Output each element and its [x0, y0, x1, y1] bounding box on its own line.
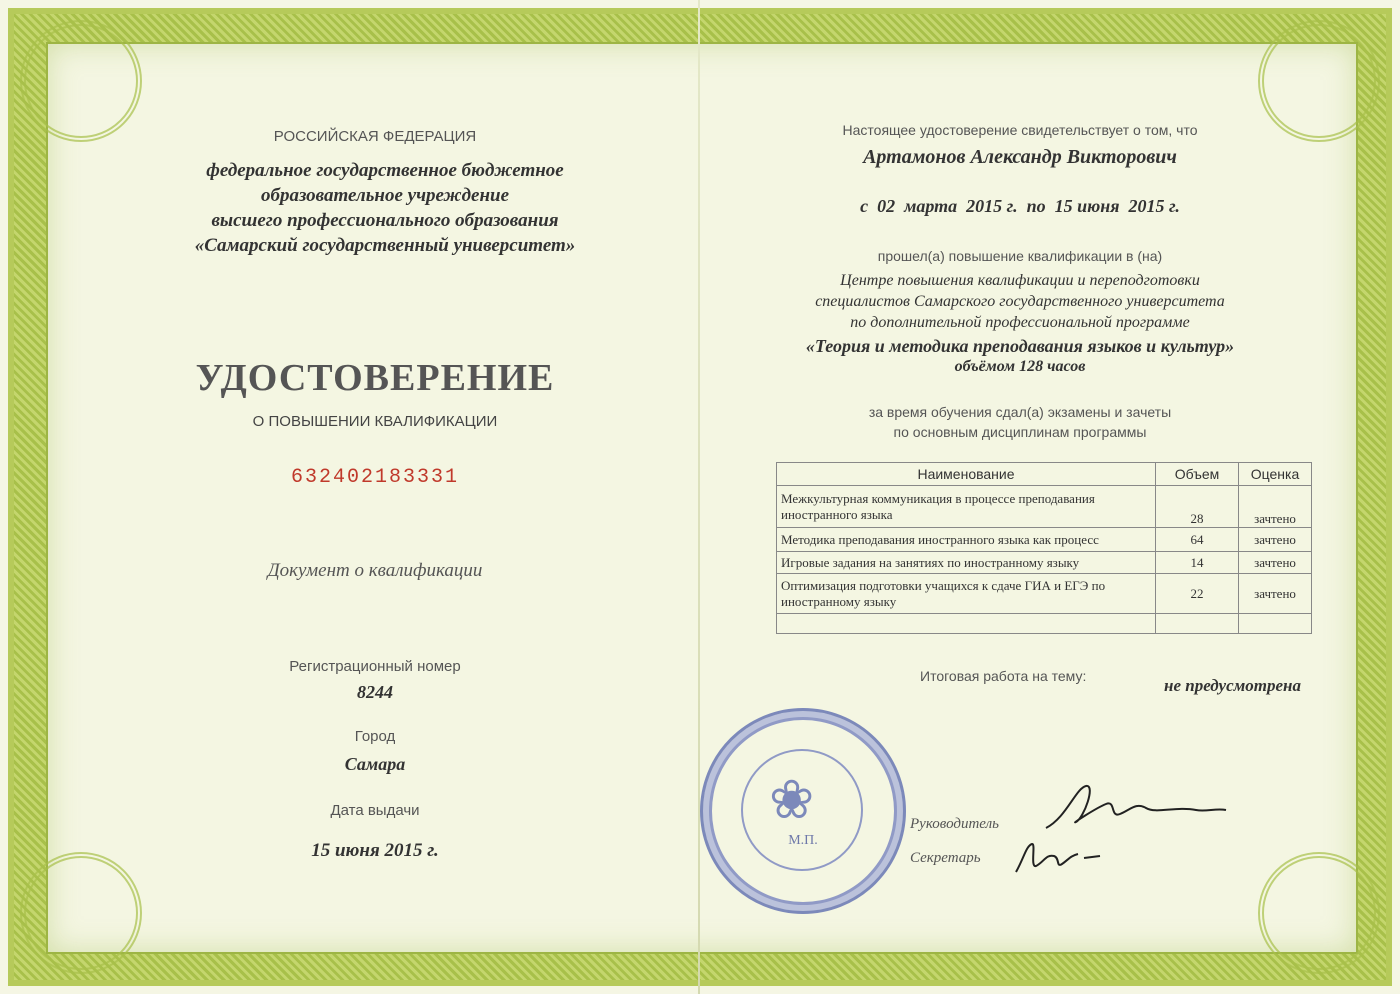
- institution-line: «Самарский государственный университет»: [194, 235, 576, 256]
- discipline-volume: 22: [1156, 574, 1239, 614]
- center-line: по дополнительной профессиональной программе: [850, 314, 1190, 331]
- registration-number: 8244: [357, 682, 393, 702]
- country-label: РОССИЙСКАЯ ФЕДЕРАЦИЯ: [273, 128, 477, 145]
- issue-date-value: 15 июня 2015 г.: [311, 840, 439, 861]
- discipline-volume: 14: [1156, 552, 1239, 574]
- head-signature: [1036, 778, 1236, 838]
- corner-ornament: [20, 852, 142, 974]
- holder-name: Артамонов Александр Викторович: [863, 146, 1177, 168]
- discipline-name: Игровые задания на занятиях по иностранному языку: [777, 552, 1156, 574]
- secretary-label: Секретарь: [910, 850, 981, 866]
- table-row-empty: [777, 614, 1312, 634]
- final-work-value: не предусмотрена: [1164, 676, 1301, 695]
- document-type: Документ о квалификации: [267, 560, 483, 581]
- document-subtitle: О ПОВЫШЕНИИ КВАЛИФИКАЦИИ: [252, 413, 498, 430]
- discipline-volume: 64: [1156, 528, 1239, 552]
- document-title: УДОСТОВЕРЕНИЕ: [195, 357, 555, 399]
- seal-mp-label: М.П.: [788, 833, 818, 848]
- discipline-grade: зачтено: [1239, 486, 1312, 528]
- center-line: специалистов Самарского государственного университета: [815, 293, 1225, 310]
- discipline-name: Методика преподавания иностранного языка как процесс: [777, 528, 1156, 552]
- discipline-grade: зачтено: [1239, 528, 1312, 552]
- city-label: Город: [354, 728, 396, 745]
- column-header: Наименование: [777, 463, 1156, 486]
- program-name: «Теория и методика преподавания языков и культур»: [805, 336, 1235, 356]
- official-seal: [700, 708, 906, 914]
- discipline-volume: 28: [1156, 486, 1239, 528]
- program-volume: объёмом 128 часов: [954, 358, 1086, 375]
- eagle-emblem-icon: ❀: [769, 770, 815, 830]
- intro-text: Настоящее удостоверение свидетельствует о том, что: [842, 122, 1198, 138]
- registration-label: Регистрационный номер: [289, 658, 461, 675]
- center-line: Центре повышения квалификации и переподготовки: [840, 272, 1200, 289]
- institution-line: федеральное государственное бюджетное: [206, 160, 564, 181]
- discipline-grade: зачтено: [1239, 552, 1312, 574]
- discipline-name: Оптимизация подготовки учащихся к сдаче ГИА и ЕГЭ по иностранному языку: [777, 574, 1156, 614]
- exams-text: [760, 402, 1280, 442]
- page-fold: [698, 0, 700, 994]
- table-row: [777, 552, 1312, 574]
- discipline-grade: зачтено: [1239, 574, 1312, 614]
- secretary-signature: [1010, 838, 1110, 878]
- city-value: Самара: [344, 754, 406, 774]
- exams-line: за время обучения сдал(а) экзамены и зачеты: [868, 404, 1172, 420]
- exams-line: по основным дисциплинам программы: [893, 424, 1147, 440]
- serial-number: 632402183331: [290, 466, 460, 489]
- study-period: с 02 марта 2015 г. по 15 июня 2015 г.: [860, 196, 1180, 216]
- institution-line: образовательное учреждение: [260, 185, 510, 206]
- table-row: [777, 528, 1312, 552]
- table-row: [777, 574, 1312, 614]
- final-work-label: Итоговая работа на тему:: [920, 668, 1087, 684]
- issue-date-label: Дата выдачи: [330, 802, 420, 819]
- disciplines-table: [776, 462, 1312, 634]
- table-header-row: [777, 463, 1312, 486]
- column-header: Оценка: [1239, 463, 1312, 486]
- training-center: [740, 270, 1300, 333]
- corner-ornament: [1258, 852, 1380, 974]
- discipline-name: Межкультурная коммуникация в процессе преподавания иностранного языка: [777, 486, 1156, 528]
- institution-name: [150, 158, 620, 258]
- table-row: [777, 486, 1312, 528]
- institution-line: высшего профессионального образования: [211, 210, 559, 231]
- column-header: Объем: [1156, 463, 1239, 486]
- head-label: Руководитель: [910, 816, 999, 832]
- passed-text: прошел(а) повышение квалификации в (на): [877, 248, 1163, 264]
- corner-ornament: [20, 20, 142, 142]
